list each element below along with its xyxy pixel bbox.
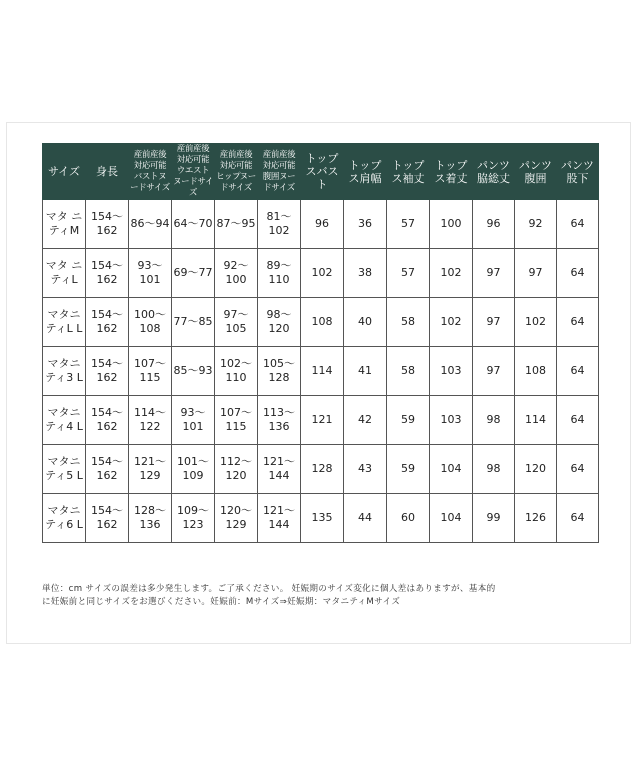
header-waist-nude: 産前産後対応可能ウエストヌードサイズ bbox=[173, 144, 213, 198]
cell-hip-nude: 120〜129 bbox=[215, 494, 258, 543]
cell-abdomen-nude: 81〜102 bbox=[258, 200, 301, 249]
cell-abdomen-nude: 121〜144 bbox=[258, 494, 301, 543]
cell-bust-nude: 114〜122 bbox=[129, 396, 172, 445]
cell-pants-inseam: 64 bbox=[557, 249, 599, 298]
cell-tops-bust: 121 bbox=[301, 396, 344, 445]
cell-tops-length: 102 bbox=[430, 249, 473, 298]
cell-pants-side-length: 99 bbox=[473, 494, 515, 543]
cell-height: 154〜162 bbox=[86, 494, 129, 543]
cell-tops-sleeve: 60 bbox=[387, 494, 430, 543]
cell-waist-nude: 93〜101 bbox=[172, 396, 215, 445]
table-row bbox=[43, 200, 599, 249]
cell-bust-nude: 86〜94 bbox=[129, 200, 172, 249]
cell-abdomen-nude: 89〜110 bbox=[258, 249, 301, 298]
cell-pants-abdomen: 92 bbox=[515, 200, 557, 249]
cell-hip-nude: 87〜95 bbox=[215, 200, 258, 249]
cell-bust-nude: 100〜108 bbox=[129, 298, 172, 347]
cell-height: 154〜162 bbox=[86, 298, 129, 347]
cell-pants-inseam: 64 bbox=[557, 347, 599, 396]
cell-size: マタニティL L bbox=[43, 298, 86, 347]
cell-hip-nude: 102〜110 bbox=[215, 347, 258, 396]
cell-size: マタ ニティL bbox=[43, 249, 86, 298]
cell-hip-nude: 107〜115 bbox=[215, 396, 258, 445]
cell-waist-nude: 77〜85 bbox=[172, 298, 215, 347]
cell-bust-nude: 121〜129 bbox=[129, 445, 172, 494]
cell-waist-nude: 109〜123 bbox=[172, 494, 215, 543]
table-row bbox=[43, 249, 599, 298]
cell-tops-shoulder: 44 bbox=[344, 494, 387, 543]
cell-bust-nude: 107〜115 bbox=[129, 347, 172, 396]
note-line-1: 単位：cm サイズの誤差は多少発生します。ご了承ください。 妊娠期のサイズ変化に個人差はありますが、基本的 bbox=[42, 584, 496, 594]
cell-tops-sleeve: 58 bbox=[387, 347, 430, 396]
cell-bust-nude: 93〜101 bbox=[129, 249, 172, 298]
cell-pants-side-length: 97 bbox=[473, 249, 515, 298]
header-height: 身長 bbox=[86, 144, 129, 200]
cell-height: 154〜162 bbox=[86, 347, 129, 396]
header-pants-inseam: パンツ股下 bbox=[557, 144, 599, 200]
cell-tops-sleeve: 57 bbox=[387, 249, 430, 298]
cell-pants-abdomen: 114 bbox=[515, 396, 557, 445]
cell-height: 154〜162 bbox=[86, 396, 129, 445]
cell-waist-nude: 101〜109 bbox=[172, 445, 215, 494]
cell-size: マタニティ5 L bbox=[43, 445, 86, 494]
cell-pants-side-length: 97 bbox=[473, 347, 515, 396]
note-line-2: に妊娠前と同じサイズをお選びください。妊娠前：Mサイズ⇒妊娠期：マタニティMサイズ bbox=[42, 597, 401, 607]
cell-height: 154〜162 bbox=[86, 200, 129, 249]
cell-tops-bust: 114 bbox=[301, 347, 344, 396]
cell-tops-sleeve: 57 bbox=[387, 200, 430, 249]
cell-pants-side-length: 97 bbox=[473, 298, 515, 347]
cell-pants-side-length: 98 bbox=[473, 445, 515, 494]
cell-tops-length: 104 bbox=[430, 445, 473, 494]
cell-pants-inseam: 64 bbox=[557, 200, 599, 249]
cell-height: 154〜162 bbox=[86, 445, 129, 494]
cell-pants-abdomen: 126 bbox=[515, 494, 557, 543]
cell-size: マタニティ3 L bbox=[43, 347, 86, 396]
cell-abdomen-nude: 113〜136 bbox=[258, 396, 301, 445]
table-row bbox=[43, 396, 599, 445]
cell-tops-bust: 128 bbox=[301, 445, 344, 494]
cell-tops-bust: 108 bbox=[301, 298, 344, 347]
cell-tops-shoulder: 43 bbox=[344, 445, 387, 494]
table-row bbox=[43, 347, 599, 396]
cell-pants-side-length: 96 bbox=[473, 200, 515, 249]
cell-tops-shoulder: 40 bbox=[344, 298, 387, 347]
cell-tops-sleeve: 59 bbox=[387, 445, 430, 494]
cell-pants-abdomen: 102 bbox=[515, 298, 557, 347]
cell-tops-length: 103 bbox=[430, 396, 473, 445]
cell-hip-nude: 112〜120 bbox=[215, 445, 258, 494]
cell-pants-inseam: 64 bbox=[557, 445, 599, 494]
header-abdomen-nude: 産前産後対応可能腹囲ヌードサイズ bbox=[258, 144, 301, 200]
header-bust-nude: 産前産後対応可能バストヌードサイズ bbox=[129, 144, 172, 200]
header-pants-side-length: パンツ脇総丈 bbox=[473, 144, 515, 200]
cell-size: マタニティ6 L bbox=[43, 494, 86, 543]
cell-tops-shoulder: 42 bbox=[344, 396, 387, 445]
cell-abdomen-nude: 98〜120 bbox=[258, 298, 301, 347]
header-row bbox=[43, 144, 599, 200]
header-size: サイズ bbox=[43, 144, 86, 200]
cell-abdomen-nude: 121〜144 bbox=[258, 445, 301, 494]
table-body bbox=[43, 200, 599, 543]
header-tops-length: トップス着丈 bbox=[430, 144, 473, 200]
size-notes bbox=[42, 583, 602, 609]
table-row bbox=[43, 445, 599, 494]
cell-abdomen-nude: 105〜128 bbox=[258, 347, 301, 396]
cell-tops-bust: 102 bbox=[301, 249, 344, 298]
header-tops-shoulder: トップス肩幅 bbox=[344, 144, 387, 200]
table-row bbox=[43, 494, 599, 543]
cell-tops-shoulder: 41 bbox=[344, 347, 387, 396]
cell-hip-nude: 97〜105 bbox=[215, 298, 258, 347]
header-tops-bust: トップスバスト bbox=[301, 144, 344, 200]
cell-waist-nude: 64〜70 bbox=[172, 200, 215, 249]
header-tops-sleeve: トップス袖丈 bbox=[387, 144, 430, 200]
size-chart-table bbox=[42, 143, 599, 543]
cell-hip-nude: 92〜100 bbox=[215, 249, 258, 298]
header-hip-nude: 産前産後対応可能ヒップヌードサイズ bbox=[215, 144, 258, 200]
cell-tops-bust: 135 bbox=[301, 494, 344, 543]
cell-size: マタニティ4 L bbox=[43, 396, 86, 445]
cell-height: 154〜162 bbox=[86, 249, 129, 298]
table-row bbox=[43, 298, 599, 347]
cell-tops-sleeve: 59 bbox=[387, 396, 430, 445]
cell-pants-abdomen: 97 bbox=[515, 249, 557, 298]
cell-pants-abdomen: 120 bbox=[515, 445, 557, 494]
header-pants-abdomen: パンツ腹囲 bbox=[515, 144, 557, 200]
cell-tops-length: 103 bbox=[430, 347, 473, 396]
cell-waist-nude: 85〜93 bbox=[172, 347, 215, 396]
cell-pants-side-length: 98 bbox=[473, 396, 515, 445]
cell-pants-inseam: 64 bbox=[557, 396, 599, 445]
cell-tops-shoulder: 36 bbox=[344, 200, 387, 249]
cell-pants-abdomen: 108 bbox=[515, 347, 557, 396]
cell-waist-nude: 69〜77 bbox=[172, 249, 215, 298]
cell-tops-length: 100 bbox=[430, 200, 473, 249]
cell-bust-nude: 128〜136 bbox=[129, 494, 172, 543]
cell-tops-sleeve: 58 bbox=[387, 298, 430, 347]
cell-tops-length: 104 bbox=[430, 494, 473, 543]
cell-pants-inseam: 64 bbox=[557, 298, 599, 347]
cell-tops-shoulder: 38 bbox=[344, 249, 387, 298]
cell-tops-length: 102 bbox=[430, 298, 473, 347]
cell-pants-inseam: 64 bbox=[557, 494, 599, 543]
cell-tops-bust: 96 bbox=[301, 200, 344, 249]
cell-size: マタ ニティM bbox=[43, 200, 86, 249]
